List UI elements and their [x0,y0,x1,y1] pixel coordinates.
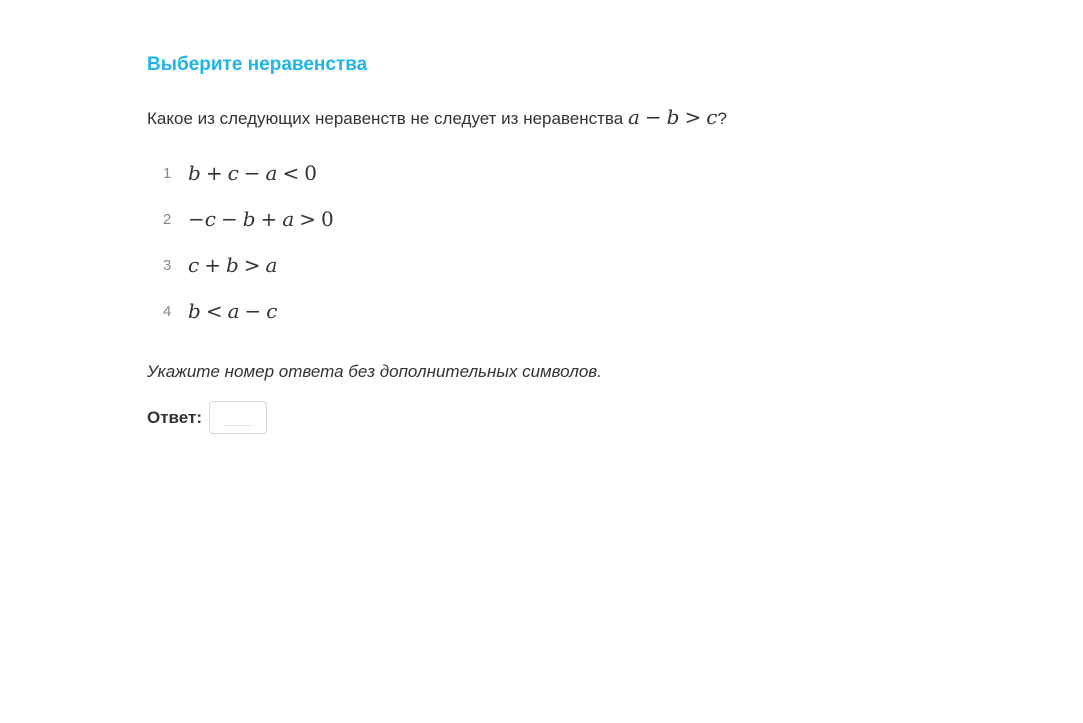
option-number: 1 [163,164,172,182]
option-number: 2 [163,210,172,228]
option-item [147,242,334,288]
math-token: a [627,105,640,129]
math-token: + [205,161,223,185]
option-number: 4 [163,302,172,320]
options-list [147,150,334,334]
answer-label: Ответ: [147,407,202,427]
math-token: b [188,161,201,185]
math-token: −c [188,207,216,231]
question-prefix: Какое из следующих неравенств не следует из неравенства [147,109,624,128]
math-token: − [644,105,662,129]
math-token: + [204,253,221,277]
option-item [147,196,334,242]
math-token: − [243,161,261,185]
option-item [147,288,334,334]
option-number: 3 [163,256,172,274]
math-token: 0 [321,207,334,231]
option-formula [188,207,334,231]
math-token: > [243,253,261,277]
math-token: a [265,161,278,185]
math-token: b [225,253,239,277]
option-formula [188,253,277,277]
question-text [147,105,727,129]
answer-field-wrapper [209,401,267,434]
math-token: > [299,207,317,231]
math-token: − [220,207,238,231]
math-token: c [227,161,239,185]
math-token: + [260,207,278,231]
answer-input[interactable] [209,401,267,434]
math-token: a [282,207,295,231]
task-title: Выберите неравенства [147,54,368,75]
answer-hint: Укажите номер ответа без дополнительных символов. [147,362,602,381]
question-suffix: ? [717,109,727,128]
math-token: c [706,105,718,129]
math-token: > [684,105,702,129]
math-token: c [188,253,200,277]
math-token: a [265,253,278,277]
math-token: < [205,299,223,323]
math-token: c [266,299,278,323]
option-formula [188,161,317,185]
math-token: 0 [304,161,317,185]
math-token: a [227,299,240,323]
option-formula [188,299,277,323]
math-token: b [188,299,201,323]
answer-row [147,401,267,434]
math-token: b [666,105,680,129]
math-token: b [242,207,256,231]
math-token: − [244,299,262,323]
option-item [147,150,334,196]
condition-formula [628,105,717,129]
math-token: < [282,161,300,185]
